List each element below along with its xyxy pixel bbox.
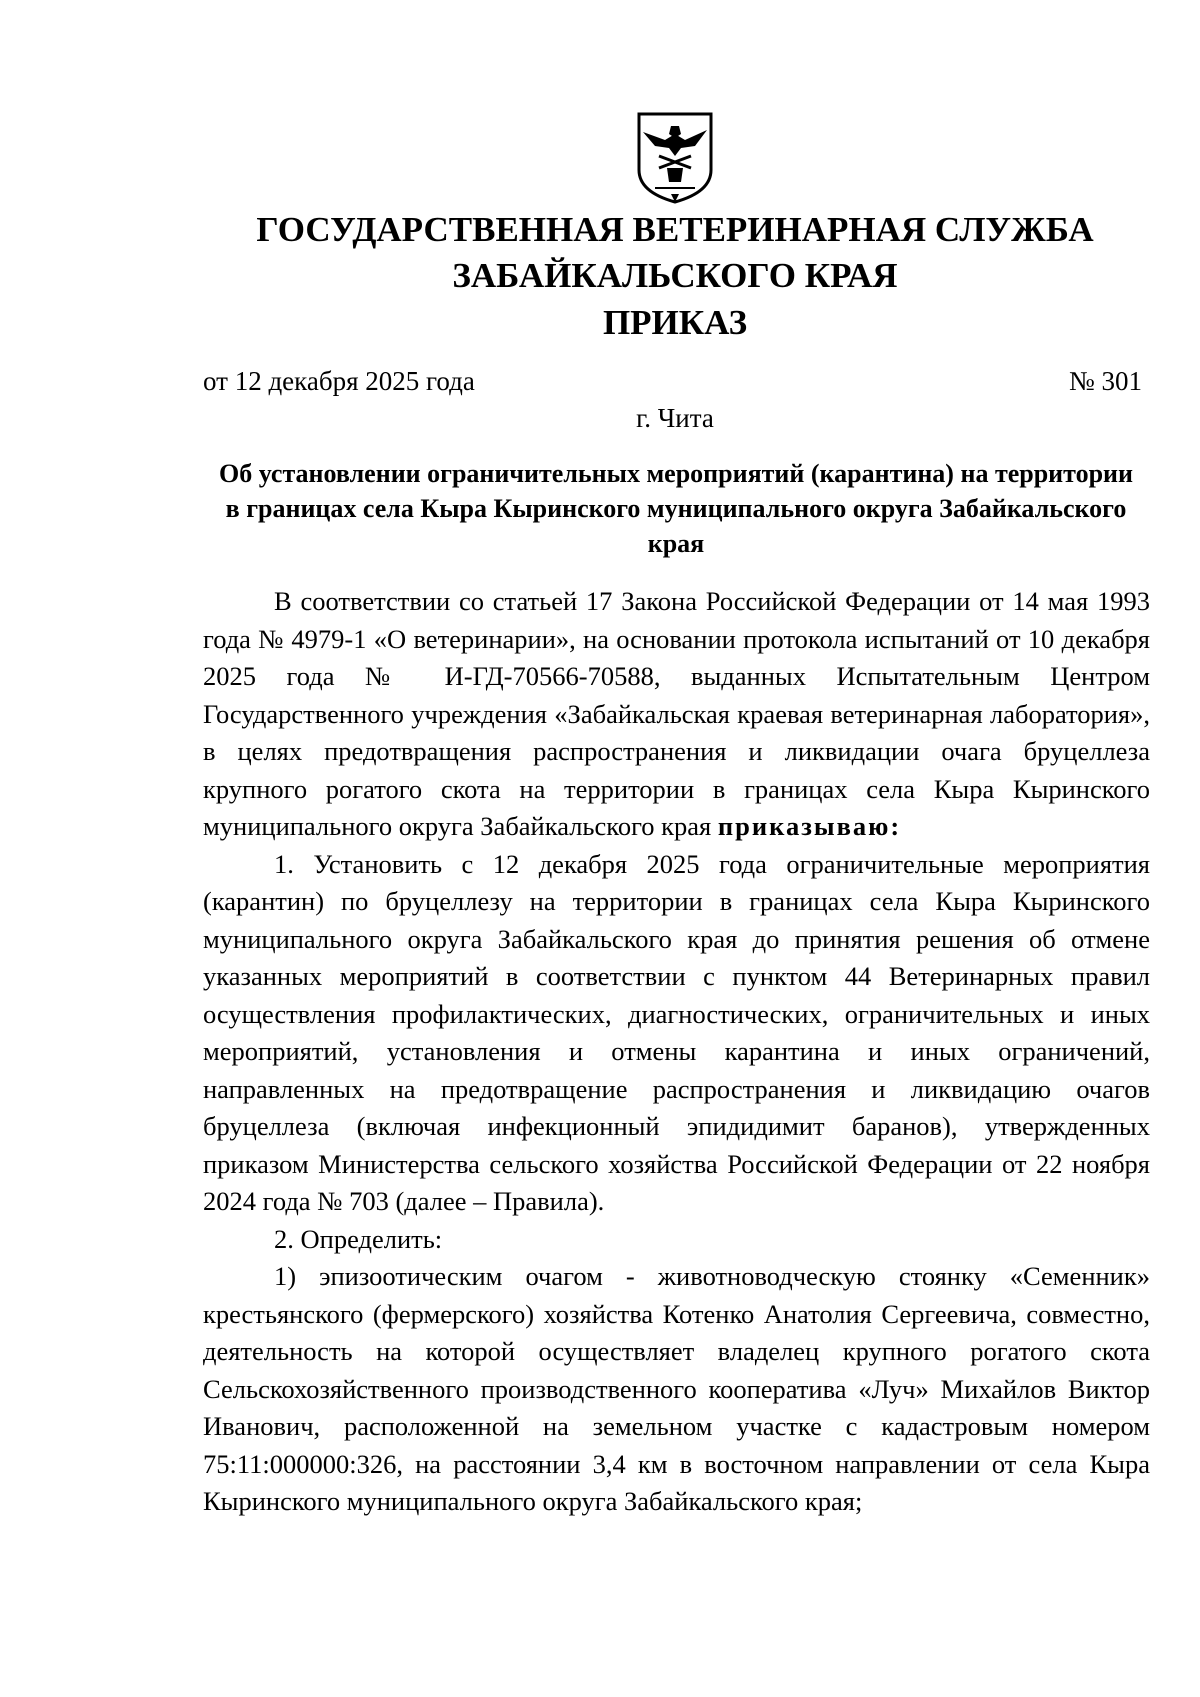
order-city: г. Чита — [636, 403, 714, 433]
order-date: от 12 декабря 2025 года — [203, 366, 475, 396]
agency-name-line-1: ГОСУДАРСТВЕННАЯ ВЕТЕРИНАРНАЯ СЛУЖБА — [256, 210, 1094, 249]
agency-name-line-2: ЗАБАЙКАЛЬСКОГО КРАЯ — [452, 256, 898, 295]
document-type: ПРИКАЗ — [602, 303, 748, 342]
order-number: № 301 — [1068, 366, 1142, 396]
coat-of-arms-icon — [635, 110, 715, 206]
item-2-paragraph: 2. Определить: — [274, 1223, 443, 1254]
item-2-1-paragraph: 1) эпизоотическим очагом - животноводческую стоянку «Семенник» крестьянского (фермерского) хозяйства Котенко Анатолия Сергеевича, совместно, деятельность на которой осуществляет владелец крупного рогатого скота Сельскохозяйственного производственного кооператива «Луч» Михайлов Виктор Иванович, расположенной на земельном участке с кадастровым номером 75:11:000000:326, на расстоянии 3,4 км в восточном направлении от села Кыра Кыринского муниципального округа Забайкальского края; — [203, 1261, 1150, 1516]
item-1-paragraph: 1. Установить с 12 декабря 2025 года ограничительные мероприятия (карантин) по бруцеллезу на территории в границах села Кыра Кыринского муниципального округа Забайкальского края до принятия решения об отмене указанных мероприятий в соответствии с пунктом 44 Ветеринарных правил осуществления профилактических, диагностических, ограничительных и иных мероприятий, установления и отмены карантина и иных ограничений, направленных на предотвращение распространения и ликвидацию очагов бруцеллеза (включая инфекционный эпидидимит баранов), утвержденных приказом Министерства сельского хозяйства Российской Федерации от 22 ноября 2024 года № 703 (далее – Правила). — [203, 848, 1150, 1216]
order-title: Об установлении ограничительных мероприятий (карантина) на территории в границах села Кыра Кыринского муниципального округа Забайкальского края — [219, 459, 1133, 558]
directive-keyword: приказываю: — [717, 811, 902, 841]
intro-text: В соответствии со статьей 17 Закона Российской Федерации от 14 мая 1993 года № 4979-1 «О ветеринарии», на основании протокола испытаний от 10 декабря 2025 года № И-ГД-70566-70588, выданных Испытательным Центром Государственного учреждения «Забайкальская краевая ветеринарная лаборатория», в целях предотвращения распространения и ликвидации очага бруцеллеза крупного рогатого скота на территории в границах села Кыра Кыринского муниципального округа Забайкальского края — [203, 586, 1150, 841]
order-body — [203, 583, 1150, 1521]
intro-paragraph — [203, 583, 1150, 846]
